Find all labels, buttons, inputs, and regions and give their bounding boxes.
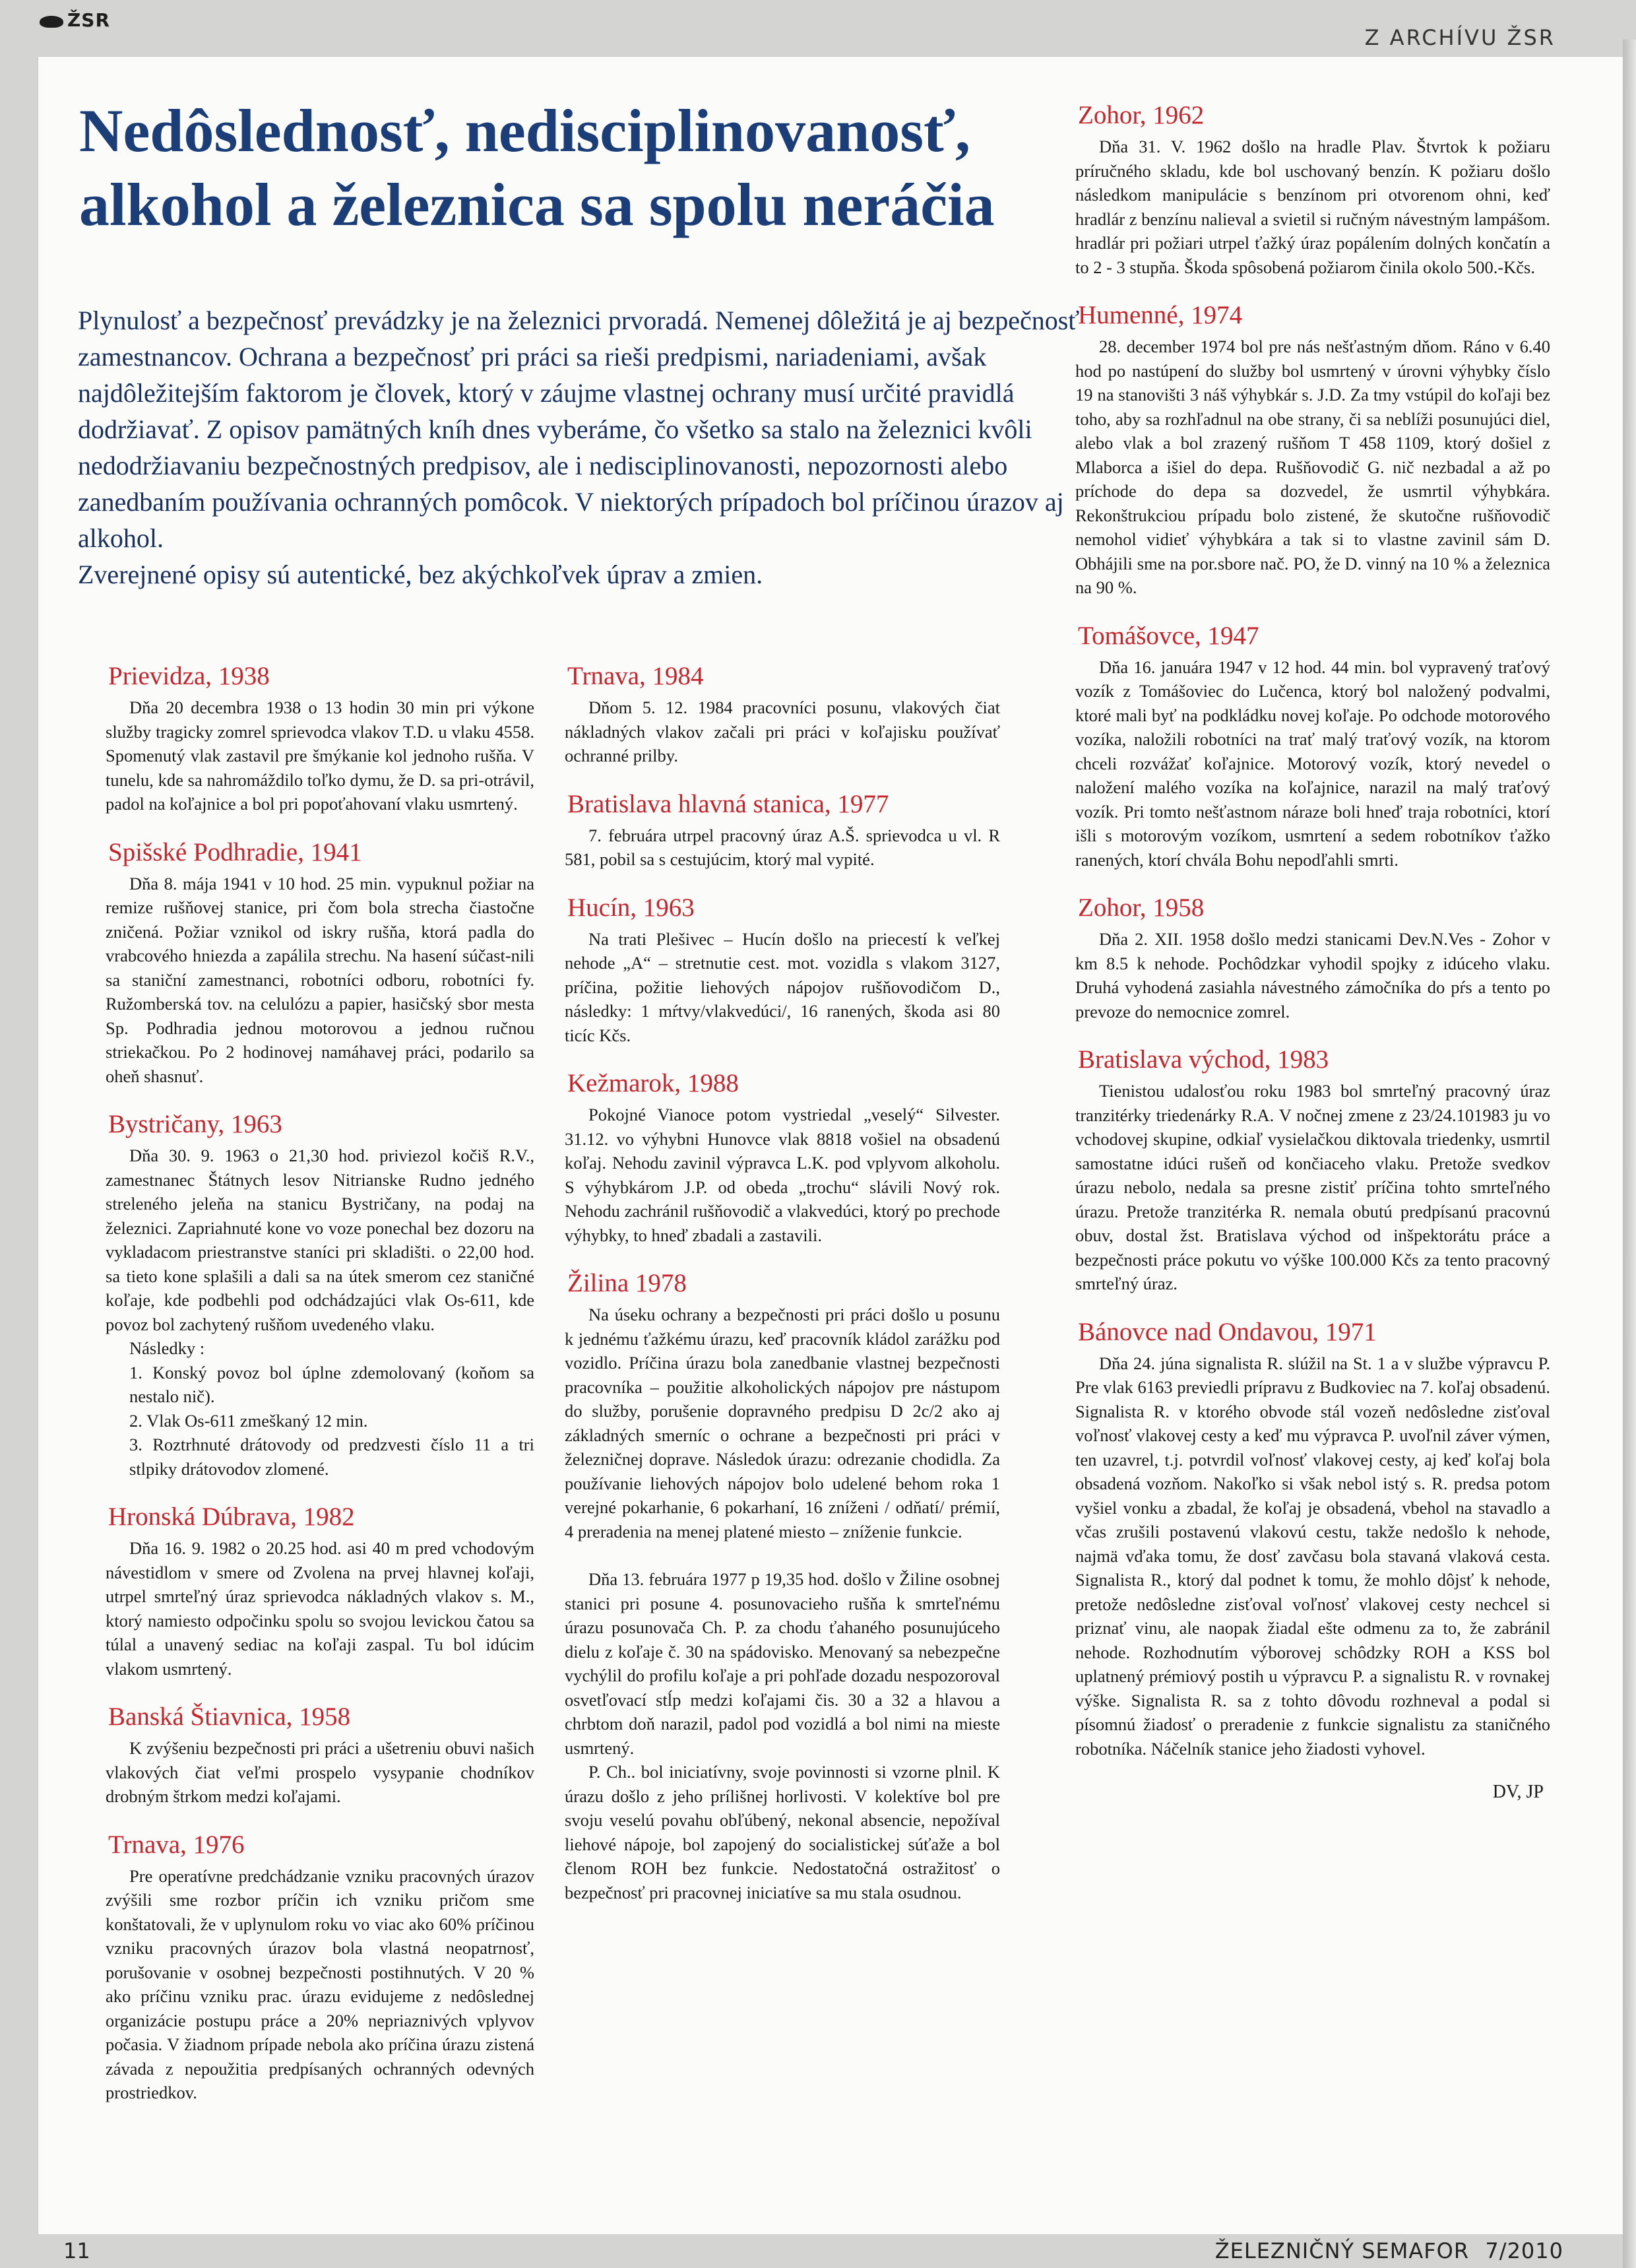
- entry-bratislava-1977: [565, 788, 1000, 872]
- entry-text: P. Ch.. bol iniciatívny, svoje povinnosti si vzorne plnil. K úrazu došlo z jeho prílišnej horlivosti. V kolektíve bol pre svoju veselú povahu obľúbený, nekonal absencie, nepožíval liehové nápoje, bol zapojený do socialistickej súťaže a bol členom ROH bez funkcie. Nedostatočná ostražitosť o bezpečnosť pri pracovnej iniciatíve sa mu stala osudnou.: [565, 1762, 1000, 1902]
- author-signature: DV, JP: [1492, 1782, 1544, 1802]
- entry-heading: Humenné, 1974: [1078, 301, 1243, 329]
- entry-trnava-1984: [565, 660, 1000, 768]
- entry-heading: Zohor, 1958: [1078, 893, 1205, 922]
- column-middle: [565, 660, 1000, 1924]
- entry-text: Dňa 24. júna signalista R. slúžil na St. 1 a v službe výpravcu P. Pre vlak 6163 previedli prípravu z Budkoviec na 7. koľaj obsadenú. Signalista R. v ktorého obvode stál vozeň nedôsledne zisťoval voľnosť vlakovej cesty a keď mu výpravca P. uvoľnil záver výmen, ten uzavrel, t.j. potvrdil voľnosť vlakovej cesty, aj keď koľaj bola obsadená vozňom. Nakoľko si však nebol istý s. R. predsa potom vyšiel vonku a zbadal, že koľaj je obsadená, vbehol na stavadlo a včas zrušili postavenú vlakovú cestu, takže nedošlo k nehode, najmä vďaka tomu, že dosť zavčasu bola stavaná vlaková cesta. Signalista R., ktorý dal podnet k tomu, že mohlo dôjsť k nehode, pretože nedôsledne zisťoval voľnosť vlakovej cesty nechcel si priznať vinu, ale naopak žiadal ešte odmenu za to, že zabránil nehode. Rozhodnutím výborovej schôdzky ROH a KSS bol uplatnený prémiový postih u výpravcu P. a signalistu R. v rovnakej výške. Signalista R. sa z tohto dôvodu rozhneval a podal si písomnú žiadosť o preradenie z funkcie signalistu za staničného robotníka. Náčelník stanice jeho žiadosti vyhovel.: [1075, 1353, 1550, 1759]
- entry-heading: Hronská Dúbrava, 1982: [108, 1503, 355, 1531]
- entry-text: Dňom 5. 12. 1984 pracovníci posunu, vlakových čiat nákladných vlakov začali pri práci v koľajisku používať ochranné prilby.: [565, 697, 1000, 765]
- entry-heading: Bánovce nad Ondavou, 1971: [1078, 1317, 1377, 1346]
- entry-banska-stiavnica: [106, 1701, 534, 1809]
- entry-prievidza: [106, 660, 534, 816]
- entry-zilina-1978: [565, 1267, 1000, 1904]
- entry-text: Na úseku ochrany a bezpečnosti pri práci došlo u posunu k jednému ťažkému úrazu, keď pracovník kládol zarážku pod vozidlo. Príčina úrazu bola zanedbanie vlastnej bezpečnosti pracovníka – použitie alkoholických nápojov pre nástupom do služby, porušenie dopravného predpisu D 2c/2 ako aj základných smerníc o ochrane a bezpečnosti pri práci v železničnej doprave. Následok úrazu: odrezanie chodidla. Za používanie liehových nápojov bolo udelené behom roka 1 verejné pokarhanie, 6 pokarhaní, 16 zníženi / odňatí/ prémií, 4 preradenia na menej platené miesto – zníženie funkcie.: [565, 1305, 1000, 1541]
- entry-hronska-dubrava: [106, 1501, 534, 1681]
- entry-humenne: [1075, 299, 1550, 600]
- entry-heading: Žilina 1978: [567, 1269, 687, 1297]
- entry-list-item: 1. Konský povoz bol úplne zdemolovaný (koňom sa nestalo nič).: [129, 1362, 534, 1406]
- entry-tomasovce: [1075, 620, 1550, 872]
- entry-trnava-1976: [106, 1829, 534, 2105]
- lead-paragraph: [78, 302, 1081, 593]
- entry-text: Tienistou udalosťou roku 1983 bol smrteľný pracovný úraz tranzitérky triedenárky R.A. V nočnej zmene z 23/24.101983 ju vo vchodovej skupine, odkiaľ vysielačkou diktovala triedenky, usmrtil samostatne idúci rušeň od končiaceho vlaku. Pretože svedkov úrazu nebolo, nedala sa presne zistiť príčina tohto smrteľného úrazu. Pretože tranzitérka R. nemala obutú predpísanú pracovnú obuv, dostal žst. Bratislava východ od inšpektorátu práce a bezpečnosti práce pokutu vo výške 100.000 Kčs za tento pracovný smrteľný úraz.: [1075, 1081, 1550, 1293]
- entry-subheading: Následky :: [129, 1338, 205, 1358]
- entry-heading: Trnava, 1984: [567, 662, 704, 690]
- entry-heading: Bystričany, 1963: [108, 1110, 282, 1138]
- entry-text: Dňa 8. mája 1941 v 10 hod. 25 min. vypuknul požiar na remize rušňovej stanice, pri čom bola strecha čiastočne zničená. Požiar vznikol od iskry rušňa, ktorá padla do vrabcového hniezda a zapálila strechu. Na hasení súčast-nili sa staniční zamestnanci, robotníci odboru, robotníci fy. Ružomberská tov. na celulózu a papier, hasičský sbor mesta Sp. Podhradia jednou motorovou a jednou ručnou striekačkou. Po 2 hodinovej namáhavej práci, podarilo sa oheň shasnuť.: [106, 873, 534, 1086]
- entry-bystricany: [106, 1108, 534, 1481]
- entry-heading: Kežmarok, 1988: [567, 1069, 739, 1097]
- entry-banovce: [1075, 1316, 1550, 1761]
- entry-zohor-1958: [1075, 891, 1550, 1023]
- entry-kezmarok: [565, 1067, 1000, 1247]
- article-title: [79, 94, 1082, 242]
- entry-text: Dňa 16. januára 1947 v 12 hod. 44 min. bol vypravený traťový vozík z Tomášoviec do Lučenca, ktorý bol naložený podvalmi, ktoré mali byť na podkládku novej koľaje. Po odchode motorového vozíka, naložili robotníci na trať malý traťový vozík, na ktorom chceli rozvážať koľajnice. Motorový vozík, ktorý nevedel o naložení malého vozíka na koľajnice, narazil na malý traťový vozík. Pri tomto nešťastnom náraze boli hneď traja robotníci, ktorí išli s motorovým vozíkom, usmrtení a sedem robotníkov ťažko ranených, ktorí chvála Bohu nepodľahli smrti.: [1075, 657, 1550, 870]
- column-right: [1075, 99, 1550, 1805]
- entry-list-item: 3. Roztrhnuté drátovody od predzvesti číslo 11 a tri stlpiky drátovodov zlomené.: [129, 1435, 534, 1479]
- entry-heading: Banská Štiavnica, 1958: [108, 1702, 351, 1731]
- entry-heading: Spišské Podhradie, 1941: [108, 837, 362, 866]
- zsr-logo: [40, 9, 110, 31]
- entry-text: Dňa 2. XII. 1958 došlo medzi stanicami Dev.N.Ves - Zohor v km 8.5 k nehode. Pochôdzkar vyhodil spojky z idúceho vlaku. Druhá vyhodená zasiahla návestného zámočníka do pŕs a tento po prevoze do nemocnice zomrel.: [1075, 929, 1550, 1021]
- lead-text: Plynulosť a bezpečnosť prevádzky je na železnici prvoradá. Nemenej dôležitá je aj bezpečnosť zamestnancov. Ochrana a bezpečnosť pri práci sa rieši predpismi, nariadeniami, avšak najdôležitejším faktorom je človek, ktorý v záujme vlastnej ochrany musí určité pravidlá dodržiavať. Z opisov pamätných kníh dnes vyberáme, čo všetko sa stalo na železnici kvôli nedodržiavaniu bezpečnostných predpisov, ale i nedisciplinovanosti, nepozornosti alebo zanedbaním používania ochranných pomôcok. V niektorých prípadoch bol príčinou úrazov aj alkohol.: [78, 306, 1080, 553]
- entry-heading: Bratislava hlavná stanica, 1977: [567, 789, 889, 818]
- entry-text: 7. februára utrpel pracovný úraz A.Š. sprievodca u vl. R 581, pobil sa s cestujúcim, ktorý mal vypité.: [565, 825, 1000, 869]
- issue-number: 7/2010: [1485, 2238, 1563, 2263]
- entry-text: Dňa 16. 9. 1982 o 20.25 hod. asi 40 m pred vchodovým návestidlom v smere od Zvolena na prvej hlavnej koľaji, utrpel smrteľný úraz sprievodca nákladných vlakov s. M., ktorý namiesto odpočinku spolu so svojou levickou čatou sa túlal a unavený sediac na koľaji zaspal. Tu bol idúcim vlakom usmrtený.: [106, 1538, 534, 1679]
- entry-heading: Tomášovce, 1947: [1078, 621, 1259, 650]
- page-edge: [1623, 40, 1636, 2268]
- entry-text: Dňa 20 decembra 1938 o 13 hodin 30 min pri výkone služby tragicky zomrel sprievodca vlakov T.D. u vlaku 4558. Spomenutý vlak zastavil pre šmýkanie kol jednoho rušňa. V tunelu, kde sa nahromáždilo toľko dymu, že D. sa pri-otrávil, padol na koľajnice a bol pri popoťahovaní vlaku usmrtený.: [106, 697, 534, 814]
- lead-note: Zverejnené opisy sú autentické, bez akýchkoľvek úprav a zmien.: [78, 560, 763, 589]
- logo-text: ŽSR: [67, 9, 111, 31]
- zsr-logo-icon: [40, 16, 63, 28]
- section-label: Z ARCHÍVU ŽSR: [1364, 25, 1556, 50]
- entry-heading: Bratislava východ, 1983: [1078, 1045, 1329, 1074]
- magazine-name: ŽELEZNIČNÝ SEMAFOR: [1214, 2238, 1470, 2263]
- entry-text: 28. december 1974 bol pre nás nešťastným dňom. Ráno v 6.40 hod po nastúpení do služby bol usmrtený v úrovni výhybky číslo 19 na stanovišti 3 náš výhybkár s. J.D. Za tmy vstúpil do koľaji bez toho, aby sa rozhľadnul na obe strany, či sa neblíži posunujúci diel, alebo vlak a bol zrazený rušňom T 458 1109, ktorý došiel z Mlaborca a išiel do depa. Rušňovodič G. nič nezbadal a až po príchode do depa sa dozvedel, že usmrtil výhybkára. Rekonštrukciou prípadu bolo zistené, že skutočne rušňovodič nemohol vidieť výhybkára a tak si to vlastne zavinil sám D. Obhájili sme na por.sbore nač. PO, že D. vinný na 10 % a železnica na 90 %.: [1075, 337, 1550, 597]
- entry-heading: Prievidza, 1938: [108, 662, 270, 690]
- entry-text: Dňa 13. februára 1977 p 19,35 hod. došlo v Žiline osobnej stanici pri posune 4. posunovacieho rušňa k smrteľnému úrazu posunovača Ch. P. za chodu ťahaného posunujúceho dielu z koľaje č. 30 na spádovisko. Menovaný sa nebezpečne vychýlil do profilu koľaje a pri pohľade dozadu nespozoroval osvetľovací stĺp medzi koľajami čis. 30 a 32 a hlavou a chrbtom doň narazil, padol pod vozidlá a bol nimi na mieste usmrtený.: [565, 1569, 1000, 1758]
- entry-text: Na trati Plešivec – Hucín došlo na priecestí k veľkej nehode „A“ – stretnutie cest. mot. vozidla s vlakom 3127, príčina, požitie liehových nápojov rušňovodičom D., následky: 1 mŕtvy/vlakvedúci/, 16 ranených, škoda asi 80 ticíc Kčs.: [565, 928, 1000, 1045]
- entry-heading: Hucín, 1963: [567, 893, 695, 922]
- page-number: 11: [63, 2238, 90, 2263]
- entry-hucin: [565, 891, 1000, 1048]
- entry-text: K zvýšeniu bezpečnosti pri práci a ušetreniu obuvi našich vlakových čiat veľmi prospelo vysypanie chodníkov drobným štrkom medzi koľajami.: [106, 1738, 534, 1806]
- title-line-1: Nedôslednosť, nedisciplinovanosť,: [79, 97, 970, 164]
- entry-text: Pre operatívne predchádzanie vzniku pracovných úrazov zvýšili sme rozbor príčin ich vzniku pričom sme konštatovali, že v uplynulom roku vo viac ako 60% príčinou vzniku pracovných úrazov bola vlastná neopatrnosť, porušovanie v osobnej bezpečnosti postihnutých. V 20 % ako príčinu vzniku prac. úrazu evidujeme z nedôslednej organizácie postupu práce a 20% nepriaznivých vplyvov počasia. V žiadnom prípade nebola ako príčina úrazu zistená závada z nepoužitia predpísaných ochranných odevných prostriedkov.: [106, 1865, 534, 2102]
- entry-text: Dňa 30. 9. 1963 o 21,30 hod. priviezol kočiš R.V., zamestnanec Štátnych lesov Nitrianske Rudno jedného streleného jeleňa na stanicu Bystričany, na podaj na železnici. Zapriahnuté kone vo voze ponechal bez dozoru na vykladacom priestranstve staníci pri skladišti. o 22,00 hod. sa tieto kone splašili a dali sa na útek smerom cez staničné koľaje, kde podbehli pod odchádzajúci vlak Os-611, kde povoz bol zachytený rušňom uvedeného vlaku.: [106, 1146, 534, 1334]
- entry-spisske-podhradie: [106, 836, 534, 1089]
- entry-zohor-1962: [1075, 99, 1550, 279]
- entry-heading: Trnava, 1976: [108, 1830, 245, 1859]
- entry-heading: Zohor, 1962: [1078, 101, 1205, 129]
- entry-list-item: 2. Vlak Os-611 zmeškaný 12 min.: [129, 1410, 368, 1431]
- entry-text: Dňa 31. V. 1962 došlo na hradle Plav. Štvrtok k požiaru príručného skladu, kde bol uschovaný benzín. K požiaru došlo následkom manipulácie s benzínom pri otvorenom ohni, keď hradlár z benzínu nalieval a svietil si ručným návestným lampášom. hradlár pri požiari utrpel ťažký úraz popálením dolných končatín a to 2 - 3 stupňa. Škoda spôsobená požiarom činila okolo 500.-Kčs.: [1075, 137, 1550, 277]
- column-left: [106, 660, 534, 2125]
- title-line-2: alkohol a železnica sa spolu neráčia: [79, 171, 995, 238]
- footer-magazine: [1215, 2238, 1563, 2263]
- entry-bratislava-1983: [1075, 1043, 1550, 1296]
- entry-text: Pokojné Vianoce potom vystriedal „veselý“ Silvester. 31.12. vo výhybni Hunovce vlak 8818 vošiel na obsadenú koľaj. Nehodu zavinil výpravca L.K. pod vplyvom alkoholu. S výhybkárom J.P. od obeda „trochu“ slávili Nový rok. Nehodu zachránil rušňovodič a vlakvedúci, ktorý po prechode výhybky, to hneď zbadali a zastavili.: [565, 1105, 1000, 1245]
